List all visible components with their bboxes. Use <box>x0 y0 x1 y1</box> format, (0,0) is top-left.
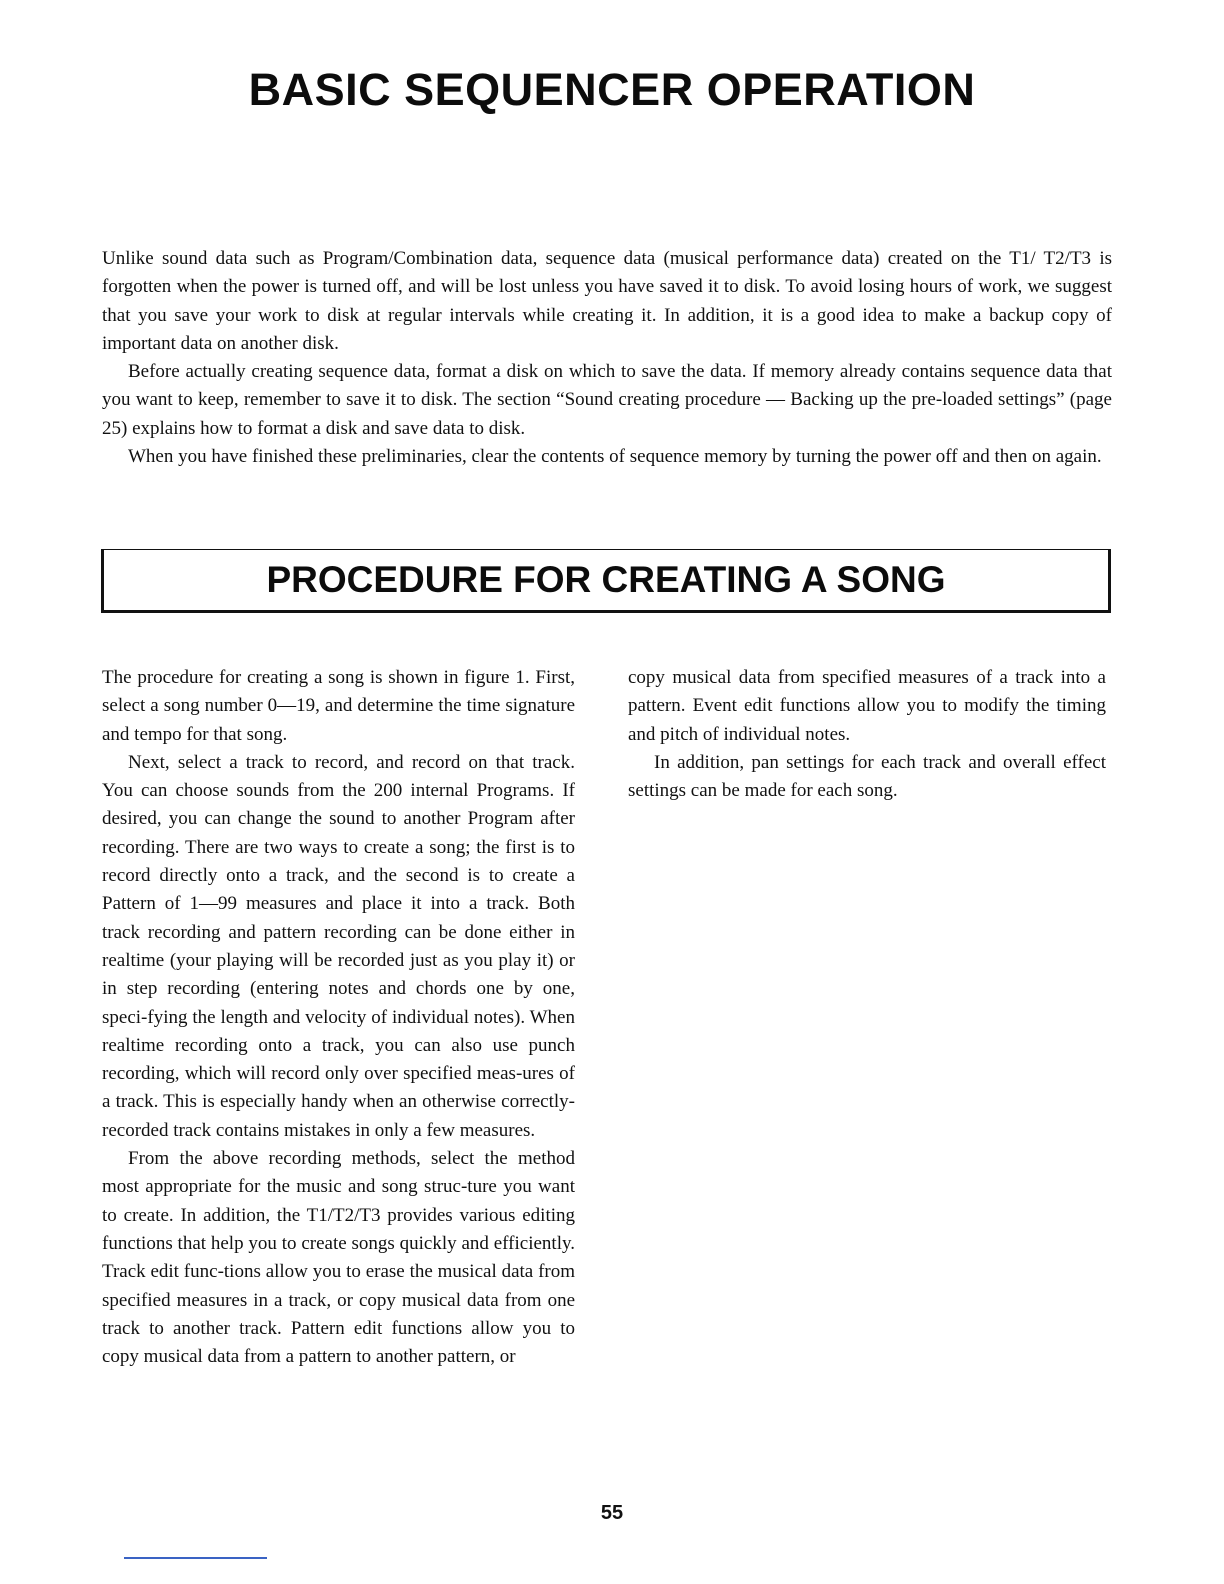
intro-paragraph: Unlike sound data such as Program/Combination data, sequence data (musical performance data) created on the T1/ T2/T3 is forgotten when the power is turned off, and will be lost unless you have saved it to disk. To avoid losing hours of work, we suggest that you save your work to disk at regular intervals while creating it. In addition, it is a good idea to make a backup copy of important data on another disk. <box>102 248 1112 354</box>
section-title: PROCEDURE FOR CREATING A SONG <box>266 559 946 600</box>
page-title: BASIC SEQUENCER OPERATION <box>248 64 976 115</box>
body-paragraph: From the above recording methods, select the method most appropriate for the music and song struc-ture you want to create. In addition, the T1/T2/T3 provides various editing functions that help you to create songs quickly and efficiently. Track edit func-tions allow you to erase the musical data from specified measures in a track, or copy musical data from one track to another track. Pattern edit functions allow you to copy musical data from a pattern to another pattern, or <box>102 1148 575 1368</box>
right-column <box>628 664 1106 805</box>
section-heading-box <box>101 549 1111 613</box>
page-number: 55 <box>600 1502 624 1524</box>
left-column <box>102 664 575 1371</box>
body-paragraph: copy musical data from specified measures of a track into a pattern. Event edit functions allow you to modify the timing and pitch of individual notes. <box>628 667 1106 745</box>
body-paragraph: In addition, pan settings for each track and overall effect settings can be made for each song. <box>628 751 1106 802</box>
body-paragraph: The procedure for creating a song is shown in figure 1. First, select a song number 0—19, and determine the time signature and tempo for that song. <box>102 667 575 745</box>
intro-text <box>102 245 1112 471</box>
intro-paragraph: When you have finished these preliminaries, clear the contents of sequence memory by turning the power off and then on again. <box>128 446 1102 468</box>
body-paragraph: Next, select a track to record, and record on that track. You can choose sounds from the 200 internal Programs. If desired, you can change the sound to another Program after recording. There are two ways to create a song; the first is to record directly onto a track, and the second is to create a Pattern of 1—99 measures and place it into a track. Both track recording and pattern recording can be done either in realtime (your playing will be recorded just as you play it) or in step recording (entering notes and chords one by one, speci-fying the length and velocity of individual notes). When realtime recording onto a track, you can also use punch recording, which will record only over specified meas-ures of a track. This is especially handy when an otherwise correctly-recorded track contains mistakes in only a few measures. <box>102 751 575 1141</box>
intro-paragraph: Before actually creating sequence data, format a disk on which to save the data. If memory already contains sequence data that you want to keep, remember to save it to disk. The section “Sound creating procedure — Backing up the pre-loaded settings” (page 25) explains how to format a disk and save data to disk. <box>102 361 1112 439</box>
footer-rule <box>124 1557 267 1559</box>
